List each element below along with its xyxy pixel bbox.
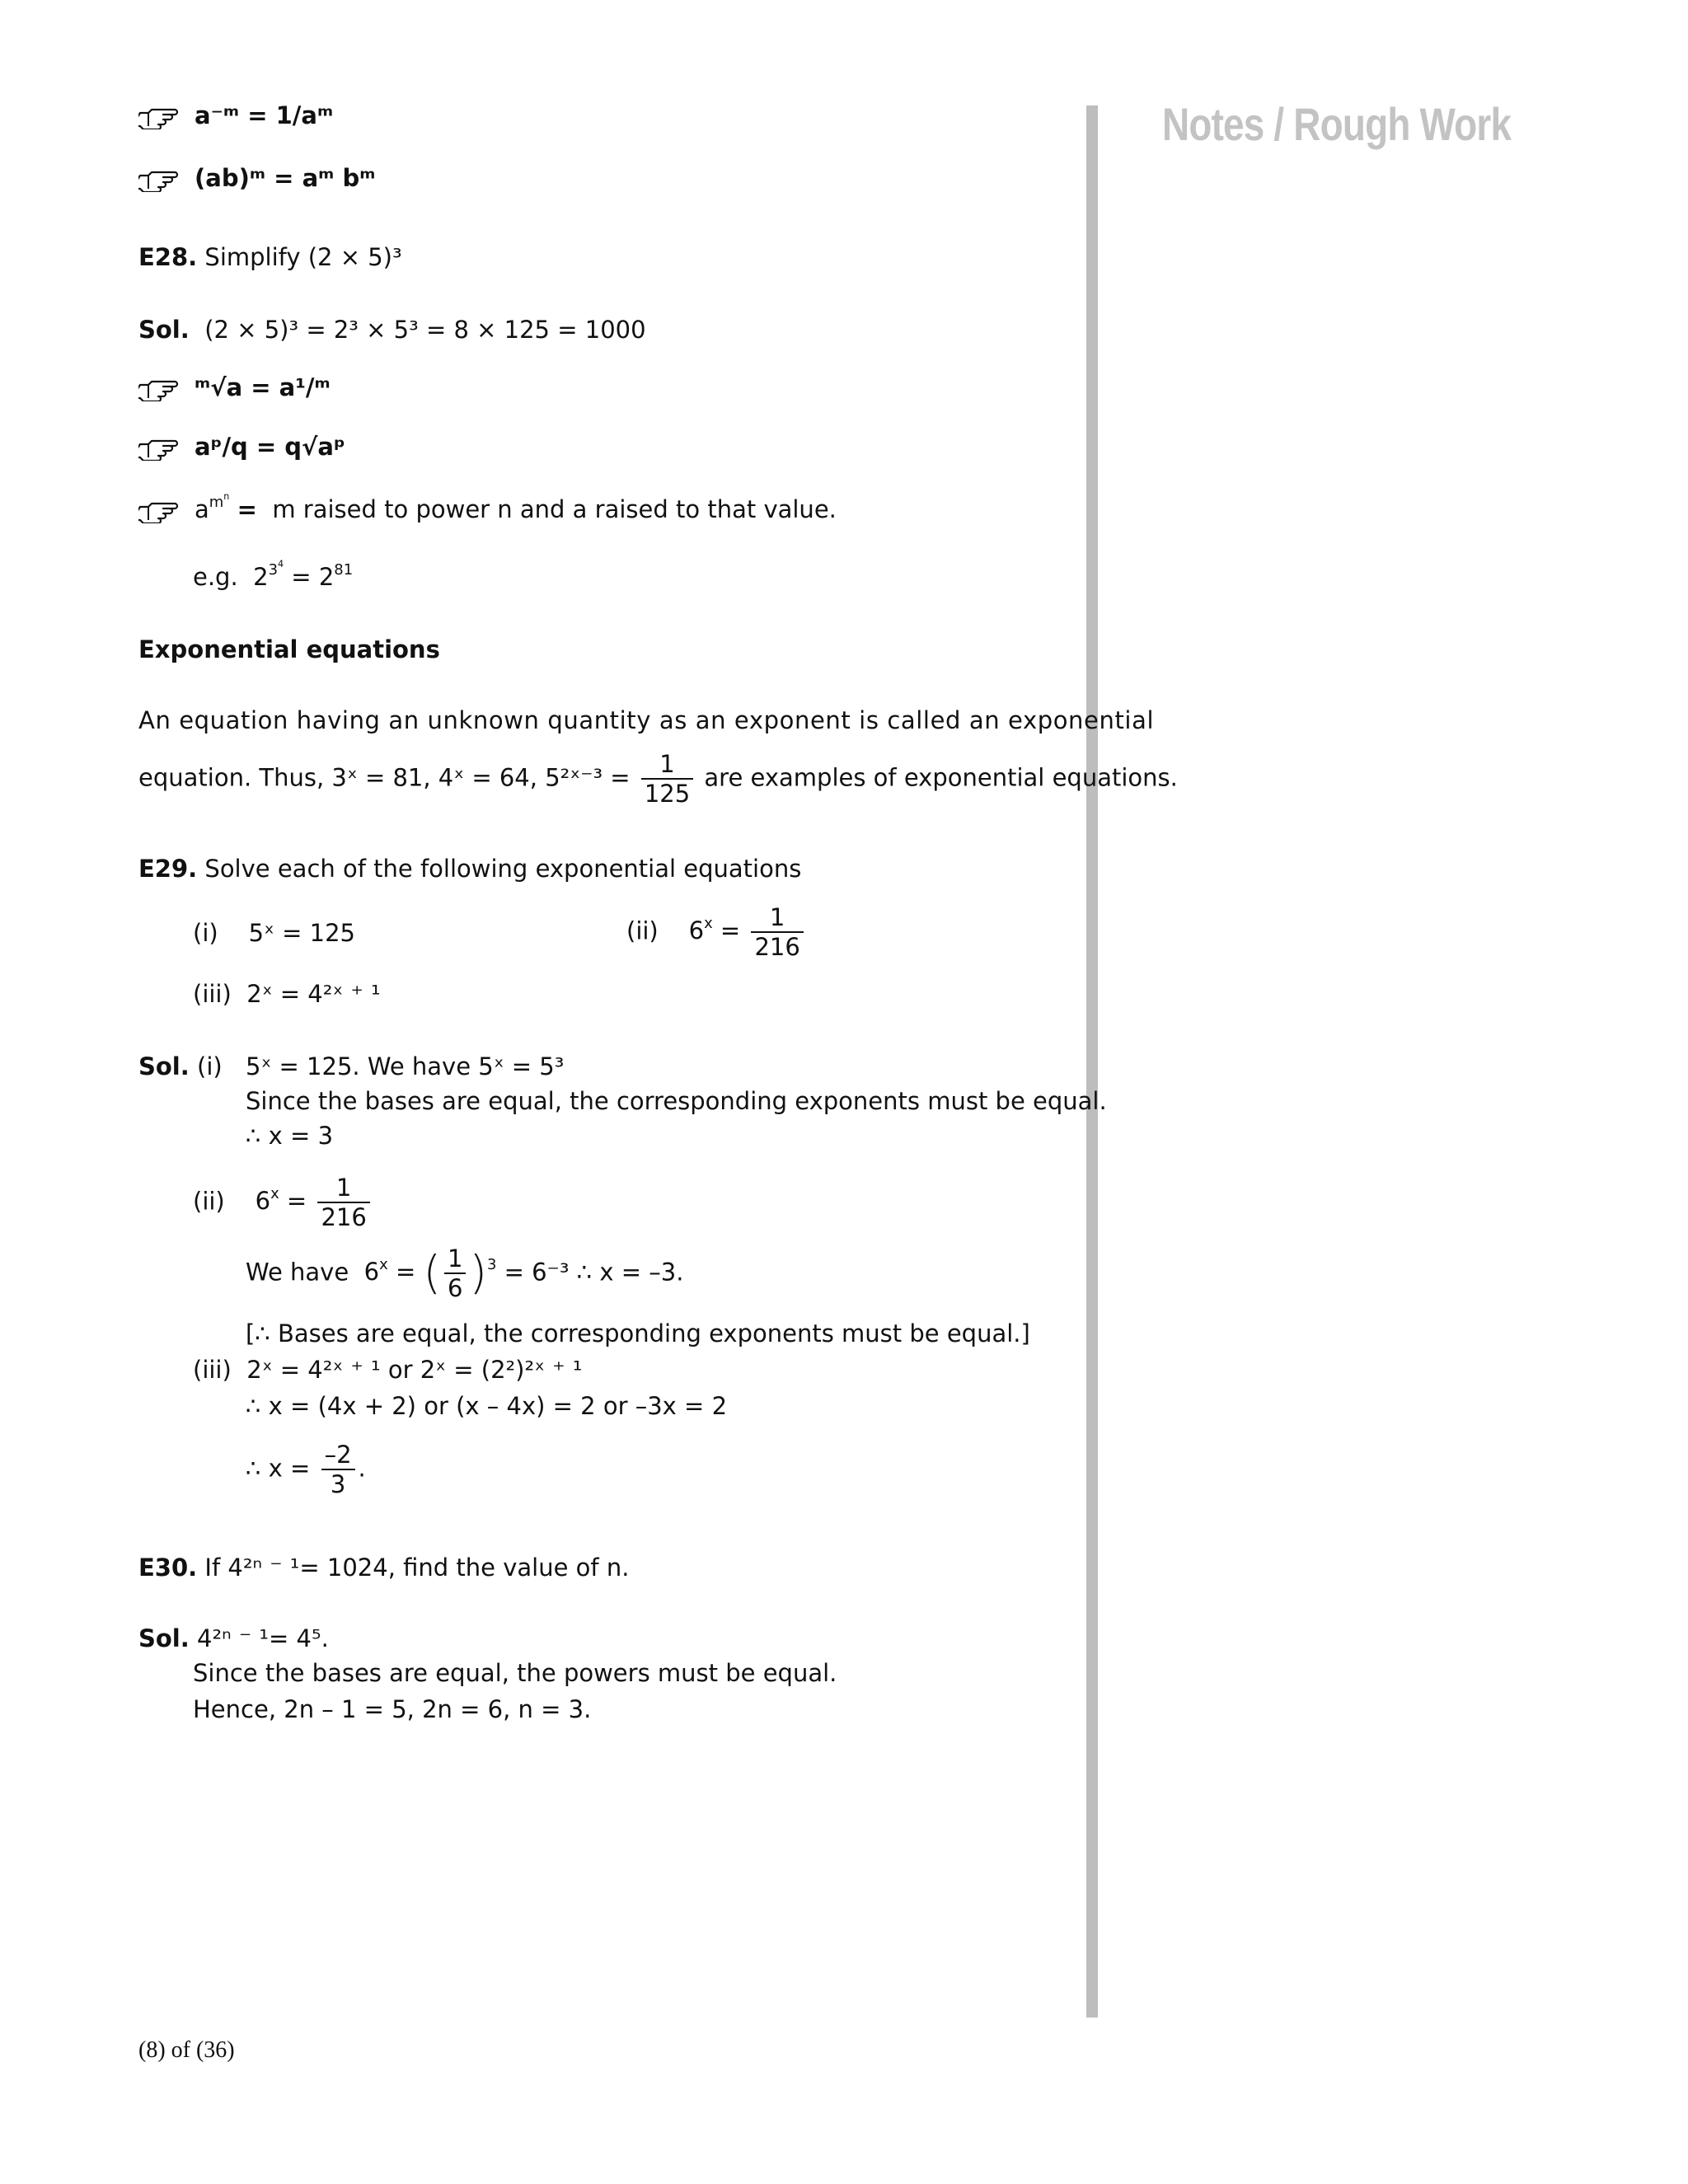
eg-label: e.g. <box>193 563 238 591</box>
part-equation: 2ˣ = 4²ˣ ⁺ ¹ <box>246 980 381 1008</box>
sol-iii-line-2: ∴ x = (4x + 2) or (x – 4x) = 2 or –3x = 2 <box>246 1392 728 1420</box>
part-label: (i) <box>197 1052 223 1080</box>
sol-i-line-2: Since the bases are equal, the corresponding exponents must be equal. <box>246 1087 1107 1115</box>
definition-line-1: An equation having an unknown quantity as an exponent is called an exponential <box>138 706 1155 734</box>
sol-e30-line-3: Hence, 2n – 1 = 5, 2n = 6, n = 3. <box>193 1695 592 1723</box>
part-label: (ii) <box>193 1187 225 1216</box>
page-number: (8) of (36) <box>138 2037 235 2063</box>
pointing-hand-icon <box>138 167 185 192</box>
rule-example <box>193 559 354 591</box>
working-text: We have <box>246 1258 349 1286</box>
sol-iii-line-3: ∴ x = $\frac{-2}{3}$ . <box>246 1441 366 1499</box>
pointing-hand-icon <box>138 436 185 461</box>
solution-label: Sol. <box>138 316 190 344</box>
example-e29 <box>138 857 801 881</box>
part-label: (i) <box>193 919 218 947</box>
pointing-hand-icon <box>138 499 185 523</box>
margin-divider <box>1086 105 1098 2018</box>
definition-text: equation. Thus, 3ˣ = 81, 4ˣ = 64, 5²ˣ⁻³ = <box>138 763 631 792</box>
example-e30 <box>138 1556 629 1580</box>
working-result: = 6⁻³ ∴ x = –3. <box>504 1258 684 1286</box>
solution-e28 <box>138 318 646 342</box>
rule-fraction-exponent <box>138 435 345 461</box>
rule-text: aᵖ/q = q√aᵖ <box>195 433 345 461</box>
sol-i-line-3: ∴ x = 3 <box>246 1122 334 1150</box>
example-label: E30. <box>138 1554 198 1582</box>
definition-text: are examples of exponential equations. <box>704 763 1178 792</box>
solution-label: Sol. <box>138 1052 190 1080</box>
e29-part-i <box>193 921 355 945</box>
working-expression: $6^x$ = ( $\frac{1}{6}$ )$^3$ <box>363 1244 497 1303</box>
rule-negative-exponent <box>138 101 334 129</box>
part-label: (ii) <box>626 916 659 945</box>
rule-text: ᵐ√a = a¹/ᵐ <box>195 373 331 401</box>
working-text: 2ˣ = 4²ˣ ⁺ ¹ or 2ˣ = (2²)²ˣ ⁺ ¹ <box>246 1356 583 1384</box>
example-question: If 4²ⁿ ⁻ ¹= 1024, find the value of n. <box>204 1554 630 1582</box>
rule-text: m raised to power n and a raised to that value. <box>272 495 837 523</box>
rule-tower-exponent <box>138 491 837 523</box>
part-equation: 5ˣ = 125 <box>248 919 355 947</box>
solution-e30 <box>138 1624 329 1652</box>
example-label: E29. <box>138 855 198 883</box>
part-label: (iii) <box>193 1356 232 1384</box>
eg-expression: $2^{3^4} = 2^{81}$ <box>253 559 354 591</box>
rule-text: (ab)ᵐ = aᵐ bᵐ <box>195 164 376 192</box>
tower-expression: $a^{m^n}$ = <box>195 491 257 523</box>
part-equation: $6^x$ = $\frac{1}{216}$ <box>689 916 807 944</box>
section-heading: Exponential equations <box>138 635 440 663</box>
rule-product-power <box>138 166 375 192</box>
sol-i-line-1: 5ˣ = 125. We have 5ˣ = 5³ <box>246 1052 565 1080</box>
part-label: (iii) <box>193 980 232 1008</box>
fraction-minus-2-over-3: $\frac{-2}{3}$ <box>321 1442 355 1497</box>
sol-ii-working <box>246 1246 683 1301</box>
example-e28 <box>138 243 402 271</box>
sol-ii-note: [∴ Bases are equal, the corresponding exponents must be equal.] <box>246 1319 1030 1347</box>
solution-text: (2 × 5)³ = 2³ × 5³ = 8 × 125 = 1000 <box>204 316 646 344</box>
e29-part-iii <box>193 982 381 1006</box>
solution-text: 4²ⁿ ⁻ ¹= 4⁵. <box>197 1624 329 1652</box>
rule-text: a⁻ᵐ = 1/aᵐ <box>195 101 334 129</box>
pointing-hand-icon <box>138 377 185 401</box>
solution-e29-label <box>138 1052 223 1080</box>
working-text: ∴ x = <box>246 1454 311 1483</box>
pointing-hand-icon <box>138 105 185 129</box>
example-question: Solve each of the following exponential equations <box>204 855 802 883</box>
sol-e30-line-2: Since the bases are equal, the powers must be equal. <box>193 1659 837 1687</box>
example-question: Simplify (2 × 5)³ <box>204 243 402 271</box>
part-equation: $6^x$ = $\frac{1}{216}$ <box>256 1187 373 1215</box>
example-label: E28. <box>138 243 198 271</box>
fraction-1-over-125: $\frac{1}{125}$ <box>641 752 693 807</box>
solution-label: Sol. <box>138 1624 190 1652</box>
notes-title: Notes / Rough Work <box>1162 98 1512 150</box>
sol-iii-line-1 <box>193 1358 582 1382</box>
sol-ii-statement <box>193 1175 373 1230</box>
e29-part-ii <box>626 905 807 960</box>
rule-root <box>138 373 331 401</box>
definition-line-2 <box>138 752 1178 807</box>
